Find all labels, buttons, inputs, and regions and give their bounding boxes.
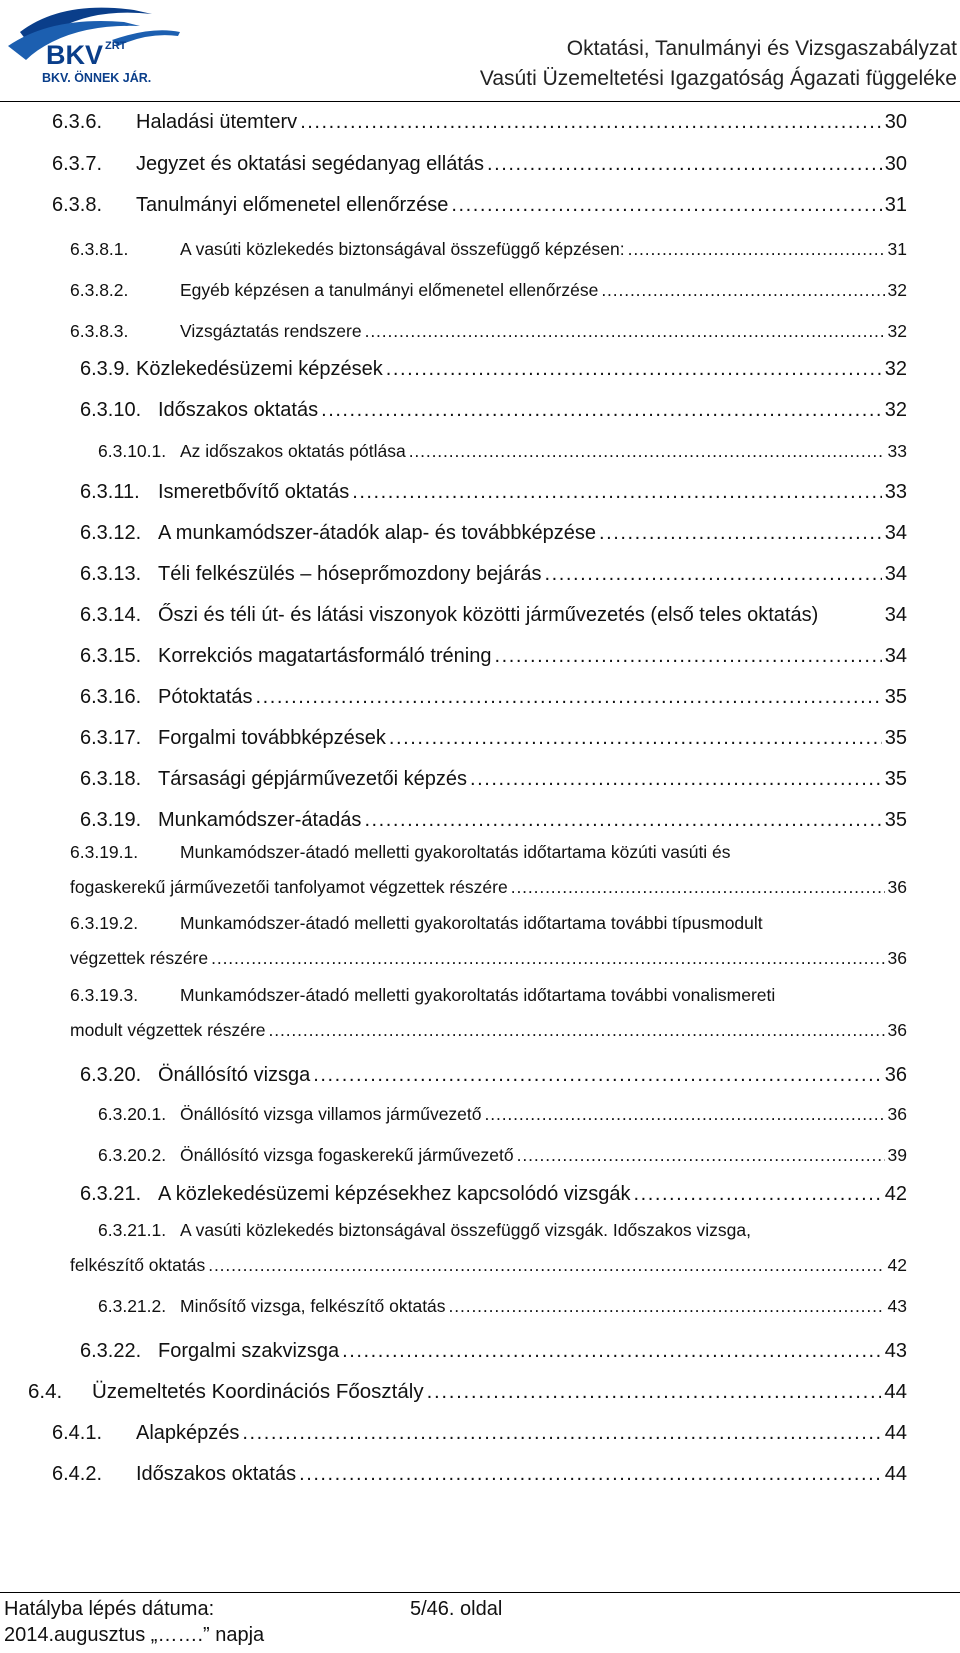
toc-entry-page: 43 bbox=[887, 1296, 907, 1316]
toc-leader bbox=[386, 358, 882, 381]
toc-leader bbox=[299, 1463, 882, 1486]
toc-leader bbox=[365, 321, 885, 342]
toc-entry-page: 32 bbox=[884, 358, 907, 380]
toc-entry-page: 36 bbox=[884, 1064, 907, 1086]
toc-entry-page: 30 bbox=[884, 153, 907, 175]
toc-leader bbox=[321, 399, 882, 422]
toc-entry-number: 6.3.16. bbox=[80, 686, 142, 708]
toc-entry-page: 30 bbox=[884, 111, 907, 133]
footer-divider bbox=[0, 1592, 960, 1593]
toc-entry-title: Az időszakos oktatás pótlása bbox=[180, 441, 406, 461]
toc-leader bbox=[545, 563, 882, 586]
toc-entry-title: Haladási ütemterv bbox=[136, 111, 298, 133]
toc-leader bbox=[494, 645, 881, 668]
toc-entry-number: 6.3.19. bbox=[80, 809, 142, 831]
toc-entry-title: Munkamódszer-átadás bbox=[158, 809, 362, 831]
toc-entry-number: 6.3.8.3. bbox=[70, 321, 129, 341]
toc-entry-first-line[interactable] bbox=[70, 913, 763, 934]
toc-entry-number: 6.3.10. bbox=[80, 399, 142, 421]
toc-entry-title-cont: modult végzettek részére bbox=[70, 1020, 266, 1040]
toc-leader bbox=[389, 727, 882, 750]
toc-entry[interactable] bbox=[80, 1059, 907, 1087]
toc-entry-title: A vasúti közlekedés biztonságával összefüggő képzésen: bbox=[180, 239, 625, 259]
toc-entry-title: Forgalmi szakvizsga bbox=[158, 1340, 340, 1362]
toc-leader bbox=[470, 768, 882, 791]
toc-entry[interactable] bbox=[52, 1417, 907, 1445]
toc-entry-title: Forgalmi továbbképzések bbox=[158, 727, 386, 749]
toc-entry-title: Egyéb képzésen a tanulmányi előmenetel ellenőrzése bbox=[180, 280, 599, 300]
toc-leader bbox=[242, 1422, 881, 1445]
toc-entry-number: 6.3.21.1. bbox=[98, 1220, 167, 1240]
toc-entry-title: Őszi és téli út- és látási viszonyok közötti járművezetés (első teles oktatás) bbox=[158, 604, 819, 626]
toc-entry-title: Téli felkészülés – hóseprőmozdony bejárás bbox=[158, 563, 542, 585]
toc-entry-title: Alapképzés bbox=[136, 1422, 240, 1444]
toc-entry[interactable] bbox=[28, 1376, 907, 1404]
toc-entry-page: 34 bbox=[884, 563, 907, 585]
toc-entry-number: 6.3.20. bbox=[80, 1064, 142, 1086]
toc-entry-page: 32 bbox=[884, 399, 907, 421]
toc-entry[interactable] bbox=[80, 681, 907, 709]
toc-entry[interactable] bbox=[98, 1291, 907, 1317]
toc-entry-title: Önállósító vizsga villamos járművezető bbox=[180, 1104, 482, 1124]
toc-entry-title-cont: felkészítő oktatás bbox=[70, 1255, 206, 1275]
toc-entry[interactable] bbox=[52, 1458, 907, 1486]
toc-leader bbox=[449, 1296, 885, 1317]
toc-entry-number: 6.3.20.2. bbox=[98, 1145, 167, 1165]
toc-entry-number: 6.3.19.3. bbox=[70, 985, 139, 1005]
toc-entry-title: Társasági gépjárművezetői képzés bbox=[158, 768, 468, 790]
toc-entry[interactable] bbox=[80, 394, 907, 422]
toc-entry-page: 35 bbox=[884, 768, 907, 790]
toc-entry-title: A vasúti közlekedés biztonságával összefüggő vizsgák. Időszakos vizsga, bbox=[180, 1220, 752, 1240]
toc-entry[interactable] bbox=[70, 275, 907, 301]
toc-entry-number: 6.3.21. bbox=[80, 1183, 142, 1205]
toc-entry-page: 34 bbox=[884, 522, 907, 544]
toc-entry-number: 6.3.17. bbox=[80, 727, 142, 749]
toc-entry[interactable] bbox=[80, 1178, 907, 1206]
toc-entry-title: Időszakos oktatás bbox=[158, 399, 319, 421]
toc-leader bbox=[451, 194, 881, 217]
toc-entry[interactable] bbox=[70, 1015, 907, 1041]
toc-entry[interactable] bbox=[80, 1335, 907, 1363]
toc-leader bbox=[633, 1183, 881, 1206]
toc-leader bbox=[211, 948, 884, 969]
toc-leader bbox=[487, 153, 882, 176]
toc-leader bbox=[511, 877, 885, 898]
toc-entry-page: 35 bbox=[884, 809, 907, 831]
toc-entry[interactable] bbox=[70, 316, 907, 342]
toc-entry-first-line[interactable] bbox=[70, 985, 775, 1006]
toc-entry-page: 33 bbox=[884, 481, 907, 503]
toc-entry-number: 6.3.7. bbox=[52, 153, 103, 175]
toc-entry[interactable] bbox=[80, 640, 907, 668]
toc-leader bbox=[628, 239, 885, 260]
toc-entry-number: 6.3.13. bbox=[80, 563, 142, 585]
toc-entry-title: A munkamódszer-átadók alap- és továbbképzése bbox=[158, 522, 597, 544]
toc-entry-title: Jegyzet és oktatási segédanyag ellátás bbox=[136, 153, 484, 175]
toc-entry-title: Önállósító vizsga fogaskerekű járművezető bbox=[180, 1145, 514, 1165]
toc-leader bbox=[427, 1380, 882, 1404]
toc-leader bbox=[599, 522, 882, 545]
toc-entry-title: Önállósító vizsga bbox=[158, 1064, 311, 1086]
toc-leader bbox=[256, 686, 882, 709]
toc-entry[interactable] bbox=[80, 353, 907, 381]
toc-entry-first-line[interactable] bbox=[70, 842, 731, 863]
toc-entry-page: 36 bbox=[887, 1104, 907, 1124]
toc-entry-number: 6.3.8.2. bbox=[70, 280, 129, 300]
toc-entry[interactable] bbox=[70, 1250, 907, 1276]
toc-entry-number: 6.4.2. bbox=[52, 1463, 103, 1485]
toc-entry-page: 32 bbox=[887, 280, 907, 300]
toc-entry-number: 6.4.1. bbox=[52, 1422, 103, 1444]
toc-entry-title: Üzemeltetés Koordinációs Főosztály bbox=[92, 1380, 424, 1403]
toc-entry[interactable] bbox=[80, 804, 907, 832]
toc-entry-title-cont: végzettek részére bbox=[70, 948, 209, 968]
toc-leader bbox=[269, 1020, 885, 1041]
toc-entry-first-line[interactable] bbox=[98, 1220, 751, 1241]
toc-entry-number: 6.3.8. bbox=[52, 194, 103, 216]
toc-leader bbox=[364, 809, 881, 832]
logo-slogan: BKV. ÖNNEK JÁR. bbox=[42, 71, 152, 85]
toc-entry-title: Tanulmányi előmenetel ellenőrzése bbox=[136, 194, 449, 216]
toc-entry-number: 6.3.10.1. bbox=[98, 441, 167, 461]
toc-entry-number: 6.3.9. bbox=[80, 358, 131, 380]
toc-entry-number: 6.3.20.1. bbox=[98, 1104, 167, 1124]
toc-entry[interactable] bbox=[80, 517, 907, 545]
toc-entry-page: 36 bbox=[887, 1020, 907, 1040]
toc-leader bbox=[313, 1064, 881, 1087]
toc-leader bbox=[517, 1145, 885, 1166]
toc-entry-title: Pótoktatás bbox=[158, 686, 253, 708]
toc-entry-title: A közlekedésüzemi képzésekhez kapcsolódó vizsgák bbox=[158, 1183, 631, 1205]
toc-entry[interactable] bbox=[98, 1099, 907, 1125]
toc-entry-number: 6.3.19.2. bbox=[70, 913, 139, 933]
toc-entry[interactable] bbox=[98, 1140, 907, 1166]
toc-entry-number: 6.3.15. bbox=[80, 645, 142, 667]
toc-entry[interactable] bbox=[98, 436, 907, 462]
toc-entry-page: 39 bbox=[887, 1145, 907, 1165]
toc-entry-page: 31 bbox=[887, 239, 907, 259]
toc-entry-title: Ismeretbővítő oktatás bbox=[158, 481, 350, 503]
toc-entry-page: 35 bbox=[884, 686, 907, 708]
page-number: 5/46. oldal bbox=[410, 1598, 503, 1620]
toc-entry-title: Minősítő vizsga, felkészítő oktatás bbox=[180, 1296, 446, 1316]
toc-entry-title: Korrekciós magatartásformáló tréning bbox=[158, 645, 492, 667]
toc-entry[interactable] bbox=[52, 106, 907, 134]
toc-entry-page: 44 bbox=[884, 1422, 907, 1444]
toc-entry[interactable] bbox=[70, 943, 907, 969]
toc-entry-page: 42 bbox=[884, 1183, 907, 1205]
toc-entry-number: 6.3.19.1. bbox=[70, 842, 139, 862]
toc-entry[interactable] bbox=[80, 763, 907, 791]
logo-text: BKV bbox=[46, 40, 104, 70]
toc-entry[interactable] bbox=[80, 476, 907, 504]
toc-entry[interactable] bbox=[80, 722, 907, 750]
toc-entry-page: 34 bbox=[884, 645, 907, 667]
effective-date-label: Hatályba lépés dátuma: bbox=[4, 1598, 215, 1620]
toc-entry-page: 31 bbox=[884, 194, 907, 216]
toc-entry-number: 6.3.18. bbox=[80, 768, 142, 790]
toc-leader bbox=[409, 441, 885, 462]
toc-entry-number: 6.4. bbox=[28, 1380, 63, 1403]
toc-entry[interactable] bbox=[52, 148, 907, 176]
toc-entry-page: 44 bbox=[884, 1463, 907, 1485]
toc-entry-title: Munkamódszer-átadó melletti gyakoroltatás időtartama közúti vasúti és bbox=[180, 842, 731, 862]
toc-entry[interactable] bbox=[80, 599, 907, 627]
toc-entry-number: 6.3.6. bbox=[52, 111, 103, 133]
toc-entry-page: 33 bbox=[887, 441, 907, 461]
toc-entry-title-cont: fogaskerekű járművezetői tanfolyamot végzettek részére bbox=[70, 877, 508, 897]
toc-leader bbox=[300, 111, 882, 134]
toc-leader bbox=[601, 280, 884, 301]
document-title-line2: Vasúti Üzemeltetési Igazgatóság Ágazati függeléke bbox=[479, 67, 957, 90]
toc-entry-number: 6.3.8.1. bbox=[70, 239, 129, 259]
toc-entry-page: 42 bbox=[887, 1255, 907, 1275]
effective-date-value: 2014.augusztus „…….” napja bbox=[4, 1624, 265, 1646]
toc-entry-page: 44 bbox=[884, 1380, 907, 1403]
toc-entry-page: 36 bbox=[887, 948, 907, 968]
toc-entry[interactable] bbox=[52, 189, 907, 217]
toc-leader bbox=[352, 481, 882, 504]
toc-leader bbox=[485, 1104, 885, 1125]
toc-entry-title: Közlekedésüzemi képzések bbox=[136, 358, 383, 380]
toc-entry-page: 32 bbox=[887, 321, 907, 341]
toc-entry-number: 6.3.11. bbox=[80, 481, 140, 503]
toc-entry-title: Időszakos oktatás bbox=[136, 1463, 297, 1485]
toc-entry-page: 36 bbox=[887, 877, 907, 897]
toc-entry-page: 43 bbox=[884, 1340, 907, 1362]
toc-entry[interactable] bbox=[80, 558, 907, 586]
toc-entry-number: 6.3.14. bbox=[80, 604, 142, 626]
toc-entry-page: 34 bbox=[884, 604, 907, 626]
toc-leader bbox=[208, 1255, 884, 1276]
document-title-line1: Oktatási, Tanulmányi és Vizsgaszabályzat bbox=[566, 37, 957, 60]
toc-entry-title: Vizsgáztatás rendszere bbox=[180, 321, 362, 341]
toc-entry-title: Munkamódszer-átadó melletti gyakoroltatás időtartama további típusmodult bbox=[180, 913, 763, 933]
logo-sup: ZRT bbox=[105, 40, 127, 52]
toc-entry-page: 35 bbox=[884, 727, 907, 749]
toc-entry-number: 6.3.21.2. bbox=[98, 1296, 167, 1316]
toc-entry[interactable] bbox=[70, 234, 907, 260]
toc-entry-number: 6.3.12. bbox=[80, 522, 142, 544]
toc-entry-title: Munkamódszer-átadó melletti gyakoroltatás időtartama további vonalismereti bbox=[180, 985, 776, 1005]
toc-entry[interactable] bbox=[70, 872, 907, 898]
toc-leader bbox=[342, 1340, 882, 1363]
toc-entry-number: 6.3.22. bbox=[80, 1340, 142, 1362]
